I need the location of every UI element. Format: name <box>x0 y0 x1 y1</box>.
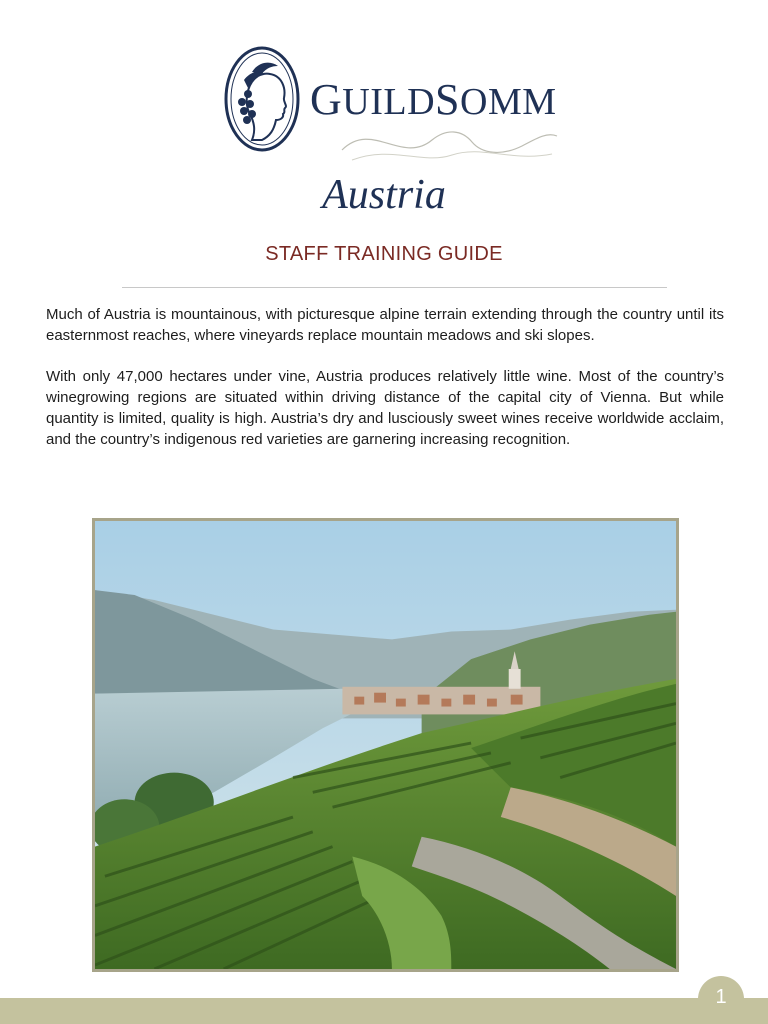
brand-wordmark: GUILDSOMM <box>310 75 557 124</box>
body-paragraph: With only 47,000 hectares under vine, Austria produces relatively little wine. Most of the country’s winegrowing regions are situated within driving distance of the capital city of Vienna. But while quantity is limited, quality is high. Austria’s dry and lusciously sweet wines receive worldwide acclaim, and the country’s indigenous red varieties are garnering increasing recognition. <box>46 368 724 448</box>
page-number-badge: 1 <box>698 976 744 1022</box>
footer-bar <box>0 998 768 1024</box>
cameo-head-with-grapes-icon <box>222 44 302 154</box>
vineyard-photo <box>92 518 679 972</box>
guildsomm-logo <box>222 44 557 156</box>
divider <box>122 287 667 288</box>
page-title: Austria <box>322 172 446 218</box>
intro-paragraph: Much of Austria is mountainous, with picturesque alpine terrain extending through the country until its easternmost reaches, where vineyards replace mountain meadows and ski slopes. <box>46 306 724 344</box>
logo-flourish <box>332 110 562 170</box>
page-subtitle: STAFF TRAINING GUIDE <box>265 243 503 265</box>
